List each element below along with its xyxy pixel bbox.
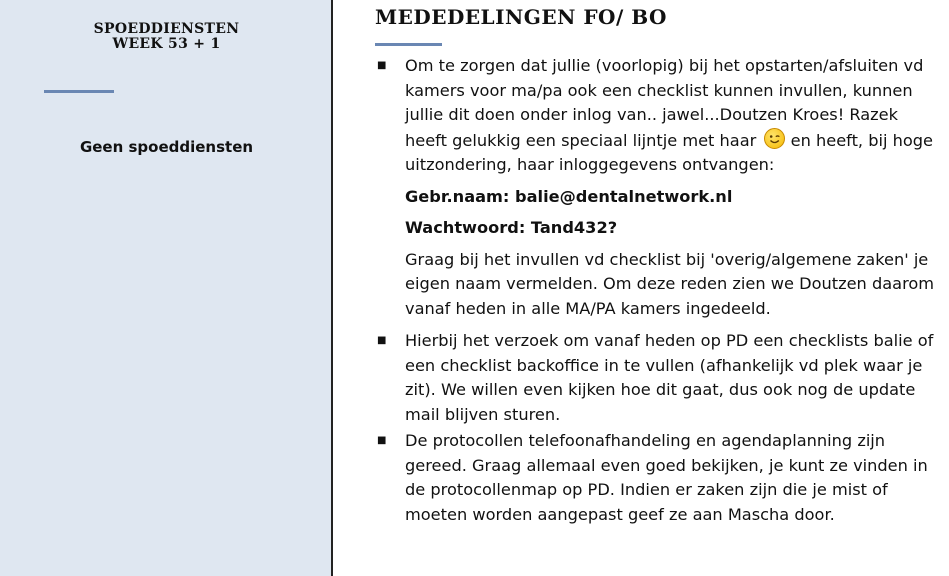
title-divider xyxy=(375,43,442,46)
password-line: Wachtwoord: Tand432? xyxy=(405,218,618,237)
list-item-text xyxy=(405,54,945,178)
username-line: Gebr.naam: balie@dentalnetwork.nl xyxy=(405,186,733,206)
winking-face-icon xyxy=(764,128,785,149)
bullet-icon: ■ xyxy=(377,60,387,71)
sidebar-title-line-1: SPOEDDIENSTEN xyxy=(93,21,240,37)
bullet-2-text: Hierbij het verzoek om vanaf heden op PD een checklists balie of een checklist backoffice in te vullen (afhankelijk vd plek waar je zit). We willen even kijken hoe dit gaat, dus ook nog de update mail blijven sturen. xyxy=(405,331,934,424)
sidebar-panel xyxy=(0,0,333,576)
bullet-icon: ■ xyxy=(377,435,387,446)
sidebar-divider xyxy=(44,90,114,93)
page-title: MEDEDELINGEN FO/ BO xyxy=(375,5,667,29)
sidebar-note: Geen spoeddiensten xyxy=(79,138,254,156)
bullet-1-followup: Graag bij het invullen vd checklist bij 'overig/algemene zaken' je eigen naam vermelden. Om deze reden zien we Doutzen daarom vanaf heden in alle MA/PA kamers ingedeeld. xyxy=(405,249,935,318)
bullet-3-text: De protocollen telefoonafhandeling en agendaplanning zijn gereed. Graag allemaal even goed bekijken, je kunt ze vinden in de protocollenmap op PD. Indien er zaken zijn die je mist of moeten worden aangepast geef ze aan Mascha door. xyxy=(405,431,928,524)
bullet-1-text-continued: en heeft, bij hoge uitzondering, haar inloggegevens ontvangen: xyxy=(405,130,934,174)
main-content xyxy=(335,0,949,576)
list-item xyxy=(375,329,945,427)
bullet-1-text: Om te zorgen dat jullie (voorlopig) bij het opstarten/afsluiten vd kamers voor ma/pa ook een checklist kunnen invullen, kunnen jullie dit doen onder inlog van.. jawel...Doutzen Kroes! Razek heeft gelukkig een speciaal lijntje met haar xyxy=(405,56,924,150)
sidebar-title xyxy=(0,22,333,52)
list-item xyxy=(375,54,945,321)
sidebar-title-line-2: WEEK 53 + 1 xyxy=(112,36,221,52)
list-item xyxy=(375,429,945,527)
announcement-list xyxy=(375,54,945,527)
bullet-icon: ■ xyxy=(377,335,387,346)
